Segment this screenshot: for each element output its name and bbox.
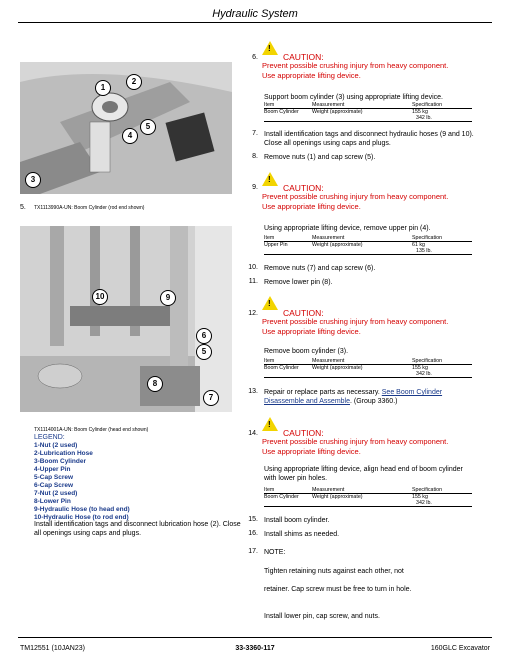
th-item: Item (264, 102, 312, 109)
warning-icon: ! (262, 41, 278, 55)
cell-measurement: Weight (approximate) (312, 109, 412, 122)
see-boom-cylinder-link[interactable]: See Boom Cylinder Disassemble and Assemble (264, 389, 443, 405)
callout-1: 1 (95, 80, 111, 96)
caution-line: Use appropriate lifting device. (262, 202, 361, 211)
page-header-title: Hydraulic System (212, 8, 298, 20)
th-item: Item (264, 358, 312, 365)
callout-4: 4 (122, 128, 138, 144)
cell-item: Upper Pin (264, 242, 312, 255)
caution-line: Prevent possible crushing injury from heavy component. (262, 61, 449, 70)
callout-6: 6 (196, 328, 212, 344)
figure-boom-cylinder-rod-end (20, 62, 232, 194)
spec-table-step-9 (264, 235, 472, 255)
th-measurement: Measurement (312, 487, 412, 494)
table-row (264, 494, 472, 507)
cell-spec: 155 kg 342 lb. (412, 109, 472, 122)
callout-9: 9 (160, 290, 176, 306)
legend-item: 1-Nut (2 used) (34, 442, 78, 449)
callout-2: 2 (126, 74, 142, 90)
step-11-number: 11. (248, 278, 258, 285)
step-9-number: 9. (252, 184, 258, 191)
caution-heading: CAUTION: (283, 183, 324, 193)
legend-item: 9-Hydraulic Hose (to head end) (34, 506, 130, 513)
step-14-text: Using appropriate lifting device, align head end of boom cylinder with lower pin holes. (264, 466, 463, 482)
th-spec: Specification (412, 358, 472, 365)
cell-measurement: Weight (approximate) (312, 494, 412, 507)
step-10-text: Remove nuts (7) and cap screw (6). (264, 265, 376, 272)
step-15-text: Install boom cylinder. (264, 517, 330, 524)
legend-item: 7-Nut (2 used) (34, 490, 78, 497)
cell-item: Boom Cylinder (264, 109, 312, 122)
callout-10: 10 (92, 289, 108, 305)
legend-item: 3-Boom Cylinder (34, 458, 87, 465)
th-measurement: Measurement (312, 235, 412, 242)
note-line-1: Tighten retaining nuts against each other, not (264, 568, 404, 575)
th-spec: Specification (412, 235, 472, 242)
legend-item: 4-Upper Pin (34, 466, 71, 473)
caution-line: Prevent possible crushing injury from heavy component. (262, 317, 449, 326)
figure1-step-number: 5. (20, 204, 26, 211)
step-11-text: Remove lower pin (8). (264, 279, 333, 286)
caution-heading: CAUTION: (283, 308, 324, 318)
step-12-text: Remove boom cylinder (3). (264, 348, 349, 355)
callout-3: 3 (25, 172, 41, 188)
cell-item: Boom Cylinder (264, 494, 312, 507)
spec-table-step-12 (264, 358, 472, 378)
caution-line: Use appropriate lifting device. (262, 327, 361, 336)
cell-spec: 155 kg 342 lb. (412, 494, 472, 507)
caution-text (262, 317, 477, 337)
note-line-3: Install lower pin, cap screw, and nuts. (264, 613, 380, 620)
th-spec: Specification (412, 102, 472, 109)
callout-7: 7 (203, 390, 219, 406)
caution-line: Prevent possible crushing injury from heavy component. (262, 437, 449, 446)
caution-text (262, 437, 477, 457)
legend (34, 434, 234, 522)
figure2-caption: TX1114001A-UN: Boom Cylinder (head end shown) (34, 427, 149, 433)
cell-measurement: Weight (approximate) (312, 365, 412, 378)
step-17-note-label: NOTE: (264, 549, 286, 556)
legend-item: 6-Cap Screw (34, 482, 74, 489)
step-7-number: 7. (252, 130, 258, 137)
caution-heading: CAUTION: (283, 52, 324, 62)
legend-item: 2-Lubrication Hose (34, 450, 93, 457)
step-6-text: Support boom cylinder (3) using appropriate lifting device. (264, 94, 443, 101)
step-17-number: 17. (248, 548, 258, 555)
footer-rule (18, 637, 492, 638)
header-rule (18, 22, 492, 23)
cell-spec: 155 kg 342 lb. (412, 365, 472, 378)
warning-icon: ! (262, 296, 278, 310)
step-13-number: 13. (248, 388, 258, 395)
warning-icon: ! (262, 417, 278, 431)
callout-5: 5 (140, 119, 156, 135)
step-15-number: 15. (248, 516, 258, 523)
table-row (264, 365, 472, 378)
step-12-number: 12. (248, 310, 258, 317)
cell-item: Boom Cylinder (264, 365, 312, 378)
caution-text (262, 192, 477, 212)
table-row (264, 242, 472, 255)
table-row (264, 109, 472, 122)
step-8-number: 8. (252, 153, 258, 160)
legend-title: LEGEND: (34, 434, 65, 441)
legend-item: 10-Hydraulic Hose (to rod end) (34, 514, 129, 521)
caution-text (262, 61, 477, 81)
step-16-number: 16. (248, 530, 258, 537)
footer-doc-id: TM12551 (10JAN23) (20, 645, 85, 652)
spec-table-step-6 (264, 102, 472, 122)
footer-model: 160GLC Excavator (430, 645, 490, 652)
th-spec: Specification (412, 487, 472, 494)
spec-table-step-14 (264, 487, 472, 507)
callout-8: 8 (147, 376, 163, 392)
step-10-number: 10. (248, 264, 258, 271)
cell-spec: 61 kg 135 lb. (412, 242, 472, 255)
step-13-text: Repair or replace parts as necessary. See Boom Cylinder Disassemble and Assemble. (Group 3360.) (264, 389, 443, 405)
caution-heading: CAUTION: (283, 428, 324, 438)
footer-page-number: 33-3360-117 (235, 645, 275, 652)
left-paragraph: Install identification tags and disconnect lubrication hose (2). Close all openings using caps and plugs. (34, 521, 241, 537)
cell-measurement: Weight (approximate) (312, 242, 412, 255)
step-7-text: Install identification tags and disconnect hydraulic hoses (9 and 10). Close all openings using caps and plugs. (264, 131, 474, 147)
warning-icon: ! (262, 172, 278, 186)
caution-line: Use appropriate lifting device. (262, 71, 361, 80)
step-8-text: Remove nuts (1) and cap screw (5). (264, 154, 376, 161)
th-item: Item (264, 487, 312, 494)
th-item: Item (264, 235, 312, 242)
caution-line: Use appropriate lifting device. (262, 447, 361, 456)
th-measurement: Measurement (312, 358, 412, 365)
figure-boom-cylinder-head-end (20, 226, 232, 412)
callout-5-head: 5 (196, 344, 212, 360)
step-16-text: Install shims as needed. (264, 531, 340, 538)
note-line-2: retainer. Cap screw must be free to turn in hole. (264, 586, 412, 593)
legend-item: 8-Lower Pin (34, 498, 71, 505)
step-9-text: Using appropriate lifting device, remove upper pin (4). (264, 225, 431, 232)
caution-line: Prevent possible crushing injury from heavy component. (262, 192, 449, 201)
step-14-number: 14. (248, 430, 258, 437)
legend-item: 5-Cap Screw (34, 474, 74, 481)
figure1-caption: TX1113990A-UN: Boom Cylinder (rod end shown) (34, 205, 145, 211)
th-measurement: Measurement (312, 102, 412, 109)
step-6-number: 6. (252, 54, 258, 61)
